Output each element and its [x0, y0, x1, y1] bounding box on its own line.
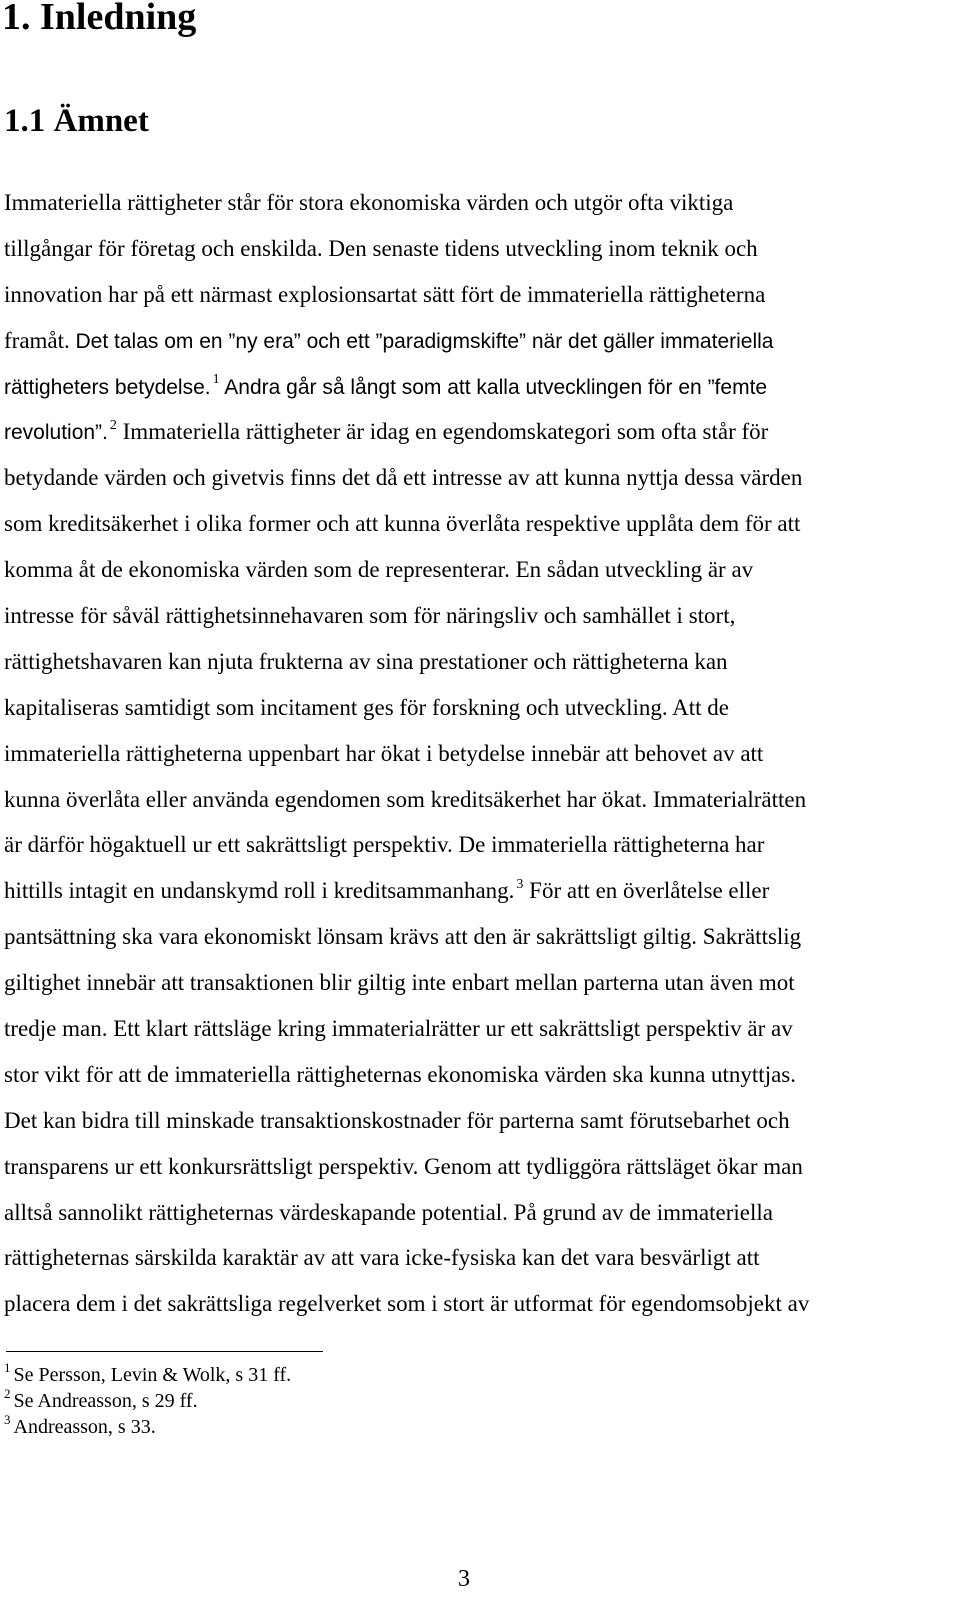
text-run: som kreditsäkerhet i olika former och att kunna överlåta respektive upplåta dem för att: [4, 511, 801, 537]
text-line: [4, 777, 944, 823]
text-line: [4, 1006, 944, 1052]
text-run: hittills intagit en undanskymd roll i kreditsammanhang.: [4, 878, 515, 904]
text-run: immateriella rättigheterna uppenbart har ökat i betydelse innebär att behovet av att: [4, 740, 764, 766]
text-line: [4, 455, 944, 501]
footnote-text: Se Andreasson, s 29 ff.: [13, 1390, 198, 1412]
text-run: innovation har på ett närmast explosionsartat sätt fört de immateriella rättigheterna: [4, 281, 766, 307]
text-run: kapitaliseras samtidigt som incitament ges för forskning och utveckling. Att de: [4, 694, 729, 720]
footnote-separator: [6, 1351, 323, 1352]
text-run: tillgångar för företag och enskilda. Den senaste tidens utveckling inom teknik och: [4, 235, 758, 261]
text-run: framåt.: [4, 327, 76, 353]
text-run: pantsättning ska vara ekonomiskt lönsam krävs att den är sakrättsligt giltig. Sakrättslig: [4, 924, 802, 950]
text-line: [4, 1281, 944, 1327]
text-line: [4, 593, 944, 639]
text-run: rättighetshavaren kan njuta frukterna av sina prestationer och rättigheterna kan: [4, 648, 728, 674]
text-run: rättigheternas särskilda karaktär av att vara icke-fysiska kan det vara besvärligt att: [4, 1245, 760, 1271]
footnote-number: 2: [4, 1386, 11, 1402]
text-line: [4, 501, 944, 547]
footnote-text: Andreasson, s 33.: [13, 1416, 156, 1438]
body-text: [4, 180, 944, 1327]
text-line: [4, 1144, 944, 1190]
footnote-reference: 2: [109, 417, 117, 433]
text-run: Andra går så långt som att kalla utvecklingen för en ”femte: [219, 375, 768, 399]
text-run: tredje man. Ett klart rättsläge kring immaterialrätter ur ett sakrättsligt perspektiv är av: [4, 1016, 793, 1042]
section-heading: 1.1 Ämnet: [4, 103, 149, 139]
text-run: Immateriella rättigheter är idag en egendomskategori som ofta står för: [116, 419, 769, 445]
text-line: [4, 318, 944, 364]
text-run: kunna överlåta eller använda egendomen som kreditsäkerhet har ökat. Immaterialrätten: [4, 786, 807, 812]
footnote-reference: 1: [212, 371, 220, 387]
text-run: Immateriella rättigheter står för stora ekonomiska värden och utgör ofta viktiga: [4, 190, 734, 215]
text-run: För att en överlåtelse eller: [523, 878, 770, 904]
text-run: Det talas om en ”ny era” och ett ”paradigmskifte” när det gäller immateriella: [75, 329, 774, 353]
footnote-item: [4, 1362, 291, 1388]
text-line: [4, 685, 944, 731]
text-line: [4, 409, 944, 455]
footnote-number: 3: [4, 1412, 11, 1428]
footnote-text: Se Persson, Levin & Wolk, s 31 ff.: [13, 1364, 292, 1386]
text-run: stor vikt för att de immateriella rättigheternas ekonomiska värden ska kunna utnyttjas.: [4, 1061, 796, 1087]
text-line: [4, 547, 944, 593]
text-run: revolution”.: [4, 421, 108, 445]
text-line: [4, 1052, 944, 1098]
text-run: Det kan bidra till minskade transaktionskostnader för parterna samt förutsebarhet och: [4, 1107, 790, 1133]
footnote-item: [4, 1414, 291, 1440]
text-run: är därför högaktuell ur ett sakrättsligt perspektiv. De immateriella rättigheterna har: [4, 832, 765, 858]
text-line: [4, 731, 944, 777]
chapter-heading: 1. Inledning: [2, 0, 197, 38]
text-run: intresse för såväl rättighetsinnehavaren som för näringsliv och samhället i stort,: [4, 603, 736, 629]
text-line: [4, 868, 944, 914]
text-line: [4, 180, 944, 226]
text-run: komma åt de ekonomiska värden som de representerar. En sådan utveckling är av: [4, 557, 754, 583]
footnote-number: 1: [4, 1360, 11, 1376]
text-line: [4, 1098, 944, 1144]
text-line: [4, 960, 944, 1006]
text-line: [4, 1190, 944, 1236]
text-run: placera dem i det sakrättsliga regelverket som i stort är utformat för egendomsobjekt av: [4, 1291, 810, 1317]
text-line: [4, 639, 944, 685]
text-line: [4, 226, 944, 272]
footnote-item: [4, 1388, 291, 1414]
text-run: giltighet innebär att transaktionen blir giltig inte enbart mellan parterna utan även mot: [4, 970, 795, 996]
text-line: [4, 272, 944, 318]
text-run: transparens ur ett konkursrättsligt perspektiv. Genom att tydliggöra rättsläget ökar man: [4, 1153, 803, 1179]
footnotes: [4, 1362, 291, 1440]
text-line: [4, 1235, 944, 1281]
page-number: 3: [458, 1566, 470, 1592]
text-line: [4, 364, 944, 410]
footnote-reference: 3: [516, 876, 524, 892]
text-run: rättigheters betydelse.: [4, 375, 211, 399]
text-run: betydande värden och givetvis finns det då ett intresse av att kunna nyttja dessa värden: [4, 465, 803, 491]
text-run: alltså sannolikt rättigheternas värdeskapande potential. På grund av de immateriella: [4, 1199, 773, 1225]
text-line: [4, 822, 944, 868]
text-line: [4, 914, 944, 960]
